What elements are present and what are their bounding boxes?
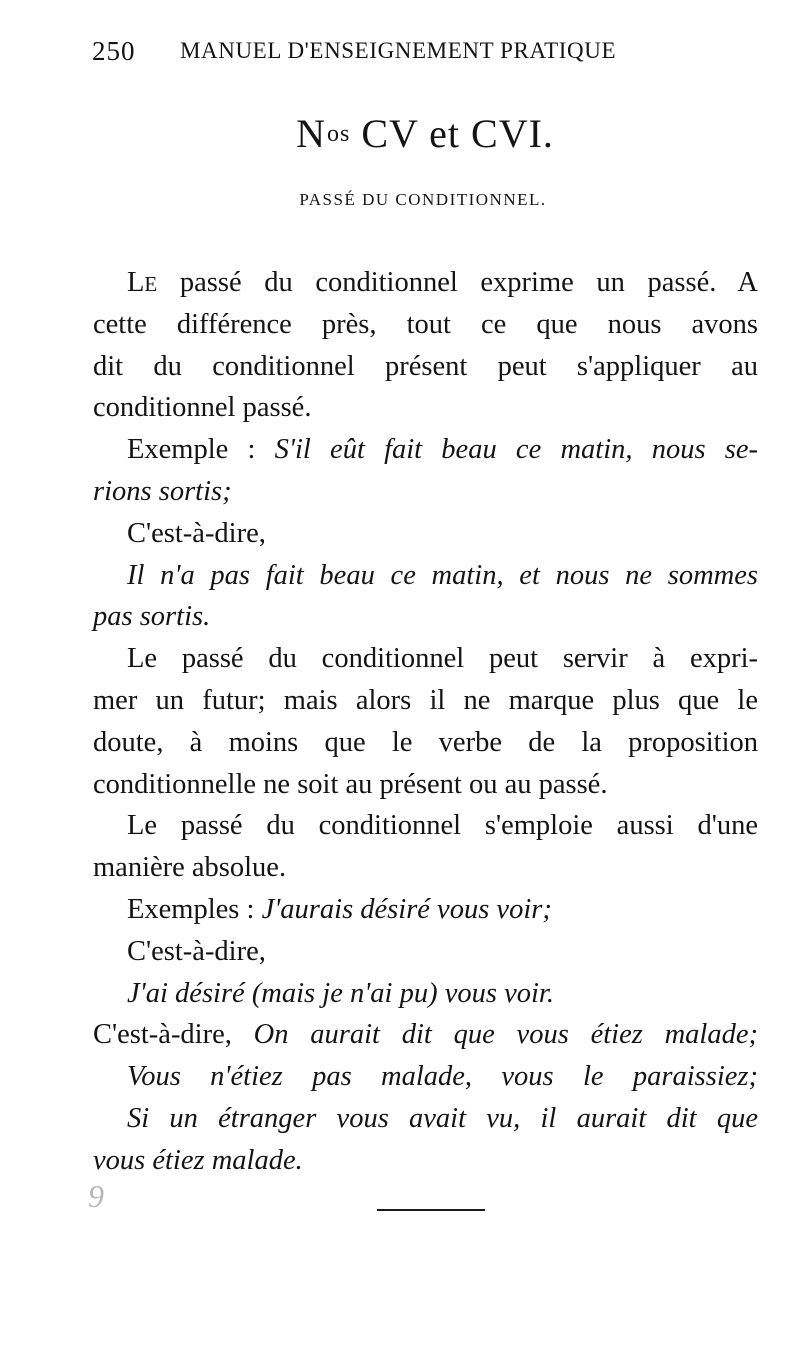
text-line: [93, 1056, 758, 1098]
italic-text: J'aurais désiré vous voir;: [261, 893, 552, 925]
text-line: [93, 387, 758, 429]
text-segment: C'est-à-dire,: [93, 1019, 254, 1051]
italic-text: pas sortis.: [93, 601, 211, 633]
text-segment: mer un futur; mais alors il ne marque plus que le: [93, 684, 758, 716]
text-segment: manière absolue.: [93, 852, 287, 884]
text-segment: Le passé du conditionnel s'emploie aussi d'une: [127, 810, 758, 842]
text-line: [93, 429, 758, 471]
text-line: [93, 304, 758, 346]
text-segment: E: [144, 272, 158, 296]
text-segment: Exemples :: [127, 893, 262, 925]
body-text: [93, 262, 758, 1182]
text-segment: Exemple :: [127, 434, 275, 466]
text-line: [93, 1014, 758, 1056]
closing-rule: [377, 1209, 485, 1211]
text-line: [93, 805, 758, 847]
text-segment: conditionnel passé.: [93, 392, 312, 424]
section-title-prefix: N: [296, 111, 326, 156]
italic-text: On aurait dit que vous étiez malade;: [253, 1019, 758, 1051]
text-line: [93, 1140, 758, 1182]
text-segment: conditionnelle ne soit au présent ou au passé.: [93, 768, 608, 800]
text-line: [93, 471, 758, 513]
text-line: [93, 1098, 758, 1140]
text-line: [93, 931, 758, 973]
section-title: [0, 110, 800, 157]
page-number: 250: [92, 36, 136, 66]
text-line: [93, 889, 758, 931]
text-line: [93, 722, 758, 764]
text-line: [93, 555, 758, 597]
section-subtitle: PASSÉ DU CONDITIONNEL.: [299, 190, 547, 209]
text-line: [93, 973, 758, 1015]
text-segment: cette différence près, tout ce que nous avons: [93, 308, 758, 340]
text-segment: passé du conditionnel exprime un passé. A: [157, 267, 758, 298]
running-title: MANUEL D'ENSEIGNEMENT PRATIQUE: [180, 38, 617, 63]
text-segment: Le passé du conditionnel peut servir à expri-: [127, 643, 758, 675]
page-header: [92, 36, 682, 70]
text-segment: doute, à moins que le verbe de la proposition: [93, 726, 758, 758]
text-segment: dit du conditionnel présent peut s'appliquer au: [93, 350, 758, 382]
italic-text: J'ai désiré (mais je n'ai pu) vous voir.: [127, 977, 554, 1009]
text-line: [93, 638, 758, 680]
italic-text: S'il eût fait beau ce matin, nous se-: [274, 434, 758, 466]
handwritten-mark: 9: [88, 1178, 104, 1214]
text-segment: C'est-à-dire,: [127, 935, 266, 967]
italic-text: Vous n'étiez pas malade, vous le paraissiez;: [127, 1061, 758, 1093]
text-line: [93, 346, 758, 388]
italic-text: rions sortis;: [93, 475, 232, 507]
text-segment: C'est-à-dire,: [127, 517, 266, 549]
section-title-main: CV et CVI.: [361, 111, 554, 156]
text-segment: L: [127, 267, 145, 298]
text-line: [93, 513, 758, 555]
section-title-superscript: os: [326, 121, 351, 147]
italic-text: Il n'a pas fait beau ce matin, et nous ne sommes: [127, 559, 758, 591]
italic-text: Si un étranger vous avait vu, il aurait dit que: [127, 1102, 758, 1134]
text-line: [93, 764, 758, 806]
italic-text: vous étiez malade.: [93, 1144, 303, 1176]
text-line: [93, 680, 758, 722]
text-line: [93, 596, 758, 638]
text-line: [93, 847, 758, 889]
text-line: [93, 262, 758, 304]
